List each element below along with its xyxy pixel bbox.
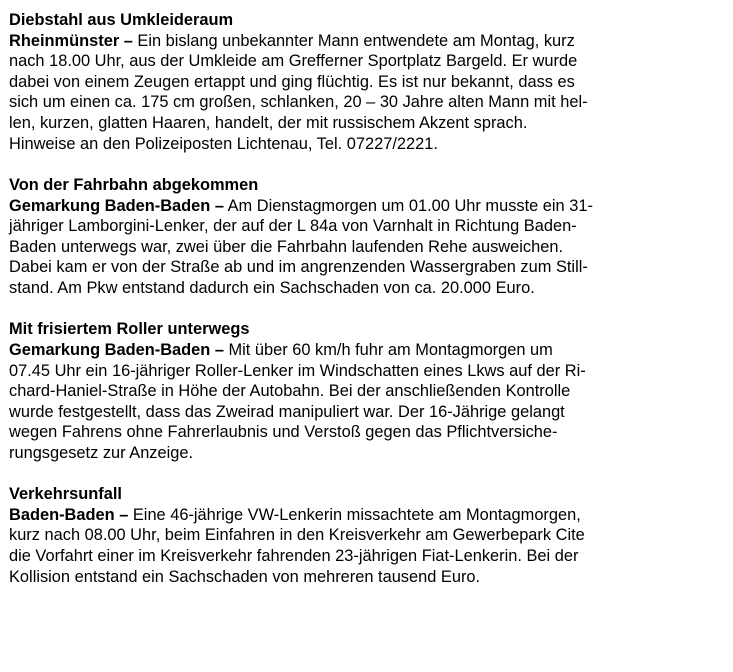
article-line: Ein bislang unbekannter Mann entwendete am Montag, kurz — [132, 31, 575, 50]
article-dateline: Gemarkung Baden-Baden – — [9, 196, 224, 215]
article-dateline: Gemarkung Baden-Baden – — [9, 340, 224, 359]
article-off-road — [9, 175, 727, 299]
article-line: rungsgesetz zur Anzeige. — [9, 443, 194, 462]
article-headline: Verkehrsunfall — [9, 485, 122, 504]
article-line: chard-Haniel-Straße in Höhe der Autobahn. Bei der anschließenden Kontrolle — [9, 382, 571, 401]
article-theft — [9, 10, 727, 154]
article-dateline: Baden-Baden – — [9, 505, 129, 524]
article-line: dabei von einem Zeugen ertappt und ging flüchtig. Es ist nur bekannt, dass es — [9, 72, 575, 91]
article-line: Hinweise an den Polizeiposten Lichtenau, Tel. 07227/2221. — [9, 134, 438, 153]
article-traffic-accident — [9, 484, 727, 587]
article-first-line — [9, 505, 727, 526]
article-line: Mit über 60 km/h fuhr am Montagmorgen um — [223, 340, 553, 359]
article-line: Am Dienstagmorgen um 01.00 Uhr musste ein 31- — [223, 196, 593, 215]
article-first-line — [9, 31, 727, 52]
article-line: jähriger Lamborgini-Lenker, der auf der L 84a von Varnhalt in Richtung Baden- — [9, 217, 577, 236]
police-report-page — [9, 10, 727, 608]
article-line: sich um einen ca. 175 cm großen, schlanken, 20 – 30 Jahre alten Mann mit hel- — [9, 93, 588, 112]
article-line: nach 18.00 Uhr, aus der Umkleide am Grefferner Sportplatz Bargeld. Er wurde — [9, 52, 578, 71]
article-dateline: Rheinmünster – — [9, 31, 133, 50]
article-line: Kollision entstand ein Sachschaden von mehreren tausend Euro. — [9, 567, 481, 586]
article-line: Dabei kam er von der Straße ab und im angrenzenden Wassergraben zum Still- — [9, 258, 588, 277]
article-line: Baden unterwegs war, zwei über die Fahrbahn laufenden Rehe ausweichen. — [9, 237, 563, 256]
article-first-line — [9, 340, 727, 361]
article-line: Eine 46-jährige VW-Lenkerin missachtete am Montagmorgen, — [128, 505, 581, 524]
article-headline: Von der Fahrbahn abgekommen — [9, 175, 259, 194]
article-scooter — [9, 319, 727, 463]
article-line: wurde festgestellt, dass das Zweirad manipuliert war. Der 16-Jährige gelangt — [9, 402, 565, 421]
article-line: wegen Fahrens ohne Fahrerlaubnis und Verstoß gegen das Pflichtversiche- — [9, 423, 558, 442]
article-line: len, kurzen, glatten Haaren, handelt, der mit russischem Akzent sprach. — [9, 113, 528, 132]
article-line: die Vorfahrt einer im Kreisverkehr fahrenden 23-jährigen Fiat-Lenkerin. Bei der — [9, 547, 579, 566]
article-line: stand. Am Pkw entstand dadurch ein Sachschaden von ca. 20.000 Euro. — [9, 278, 535, 297]
article-headline: Mit frisiertem Roller unterwegs — [9, 320, 250, 339]
article-line: 07.45 Uhr ein 16-jähriger Roller-Lenker im Windschatten eines Lkws auf der Ri- — [9, 361, 586, 380]
article-headline: Diebstahl aus Umkleideraum — [9, 11, 234, 29]
article-first-line — [9, 196, 727, 217]
article-line: kurz nach 08.00 Uhr, beim Einfahren in den Kreisverkehr am Gewerbepark Cite — [9, 526, 585, 545]
